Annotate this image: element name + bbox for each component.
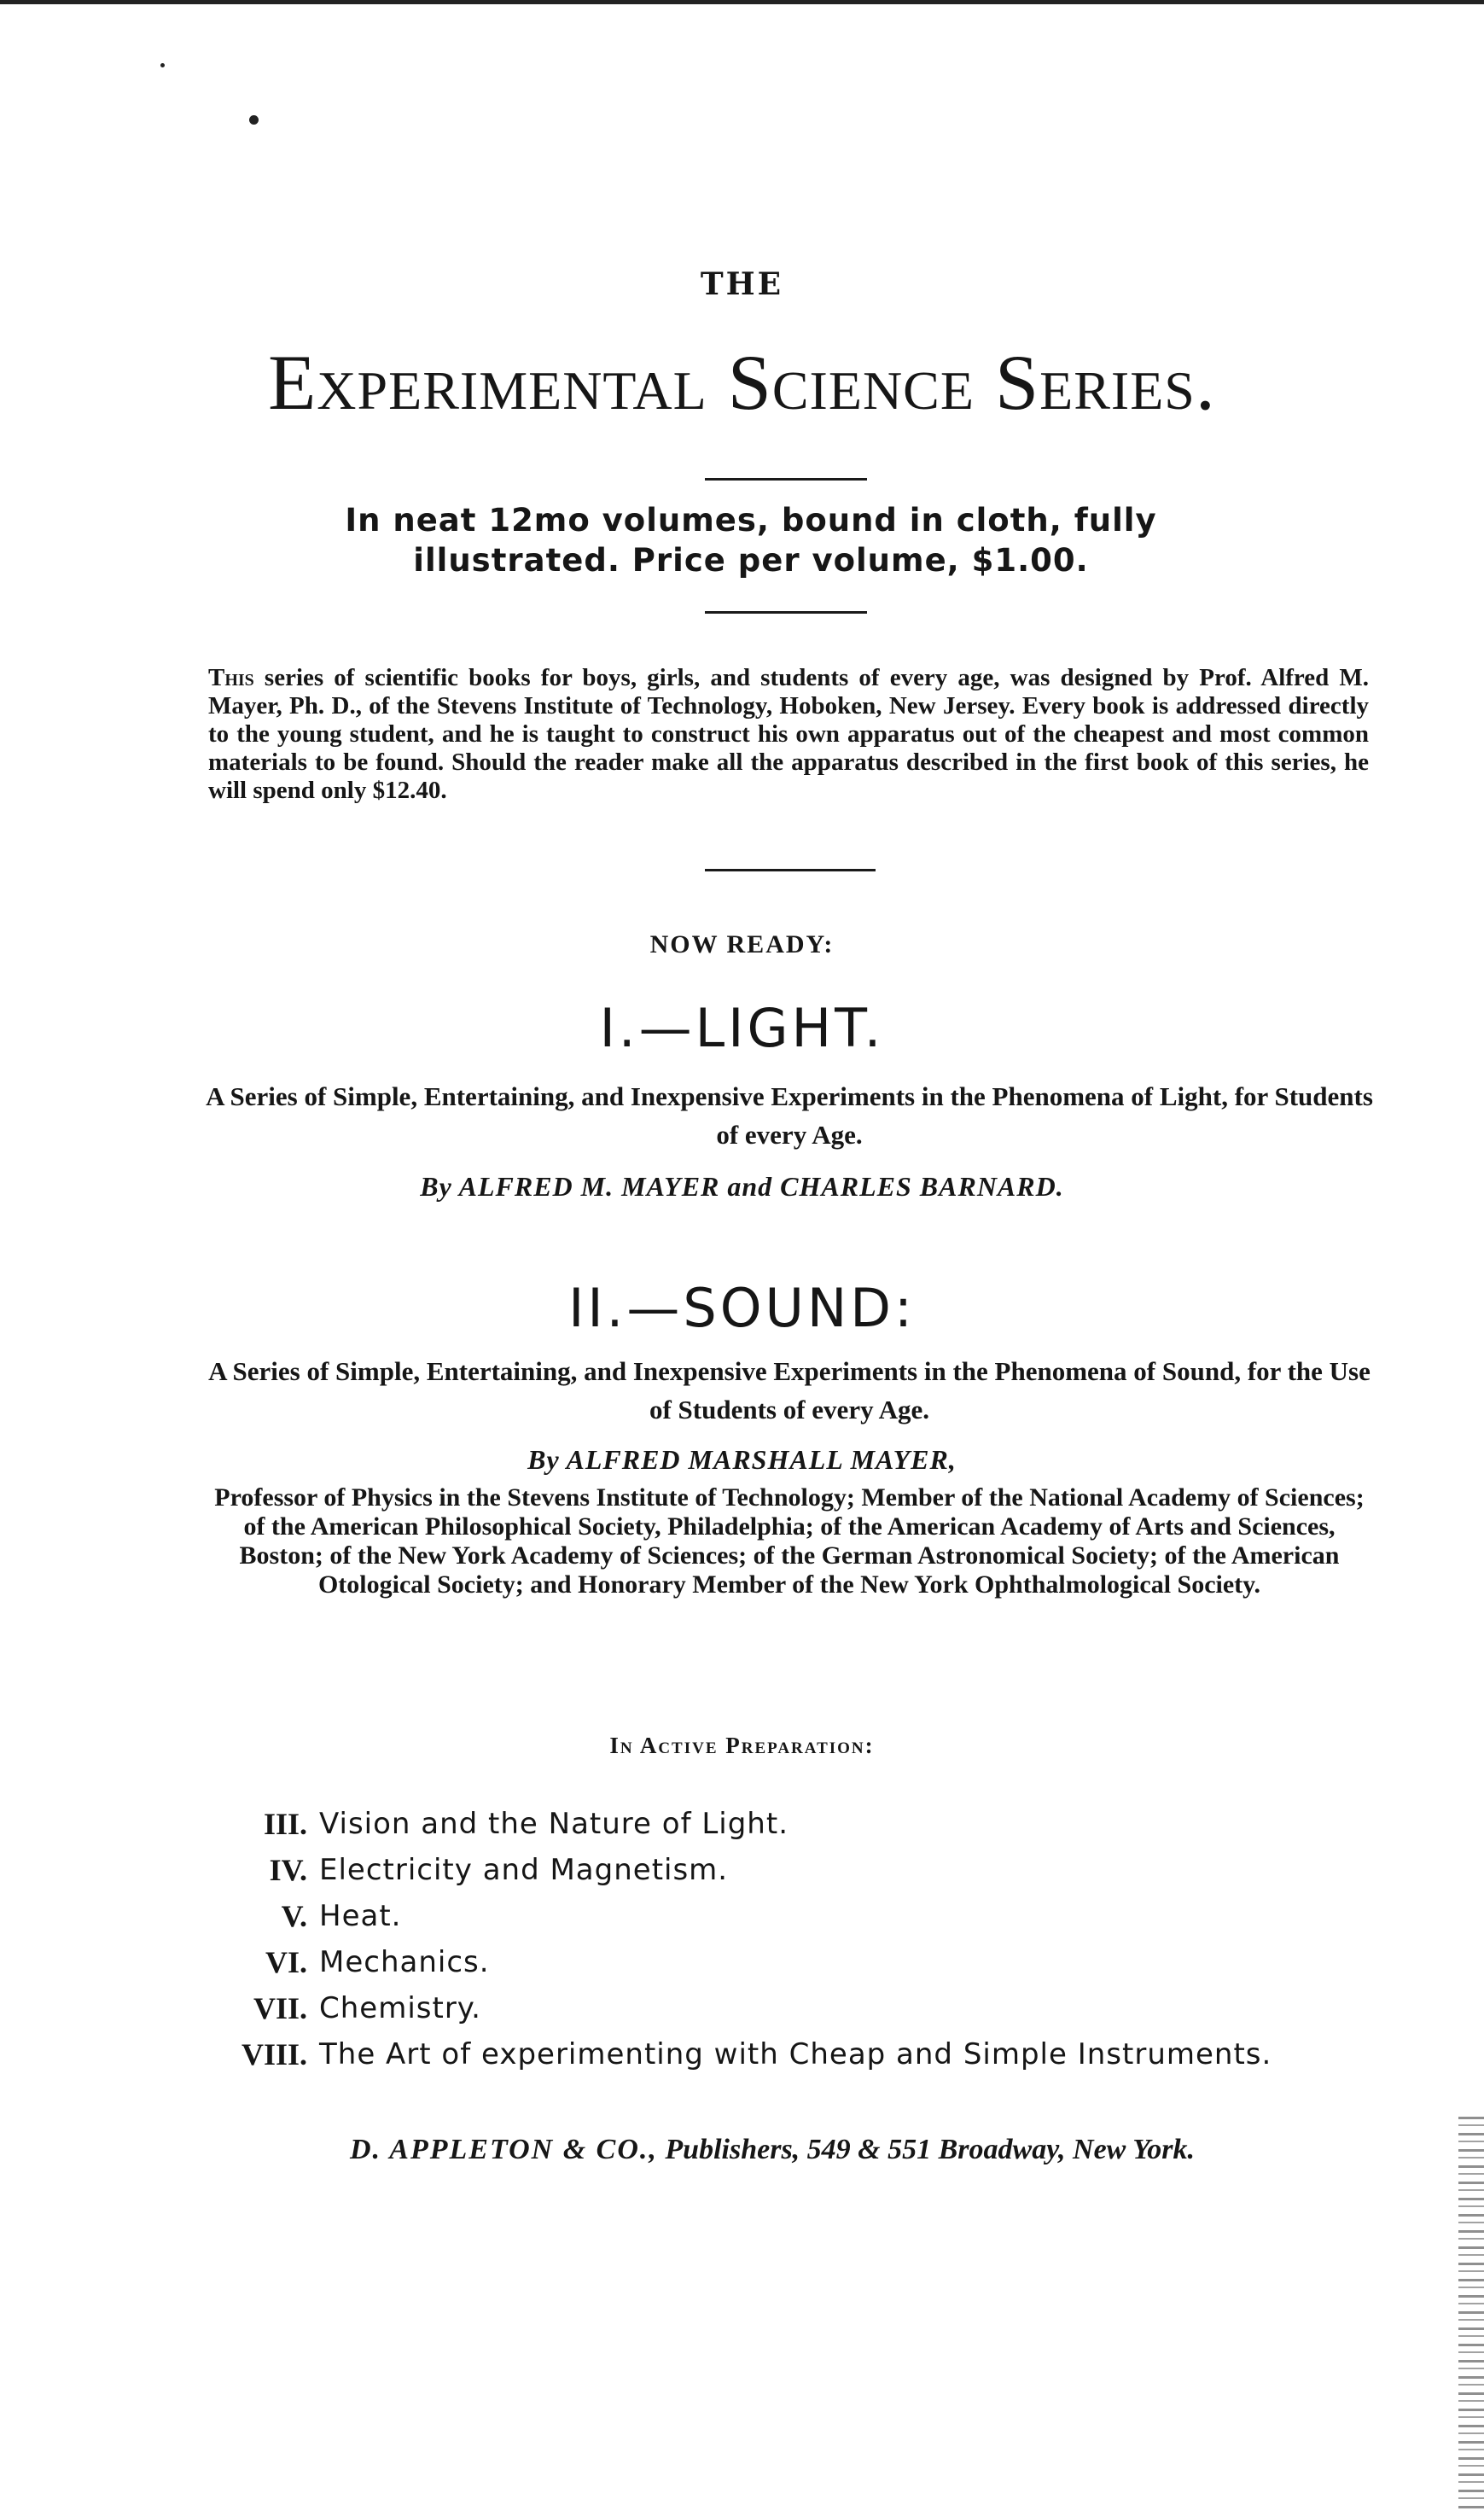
list-item <box>230 1985 1374 2031</box>
now-ready-heading: NOW READY: <box>649 930 835 958</box>
intro-first-word: This <box>208 664 254 691</box>
page-edge-scan-noise <box>1458 2117 1484 2511</box>
item-label: The Art of experimenting with Cheap and Simple Instruments. <box>319 2037 1272 2071</box>
list-item <box>230 1801 1374 1847</box>
ink-speck <box>249 115 259 125</box>
divider-rule <box>705 611 867 614</box>
item-label: Mechanics. <box>319 1945 490 1979</box>
divider-rule <box>705 869 876 871</box>
list-item <box>230 1847 1374 1893</box>
divider-rule <box>705 478 867 481</box>
publisher-imprint <box>350 2134 1374 2166</box>
item-number: V. <box>281 1899 307 1933</box>
list-item <box>230 1893 1374 1939</box>
in-preparation-heading: In Active Preparation: <box>609 1733 875 1758</box>
series-kicker: THE <box>700 266 784 302</box>
volume-byline-light: By ALFRED M. MAYER and CHARLES BARNARD. <box>420 1171 1064 1202</box>
item-label: Chemistry. <box>319 1991 481 2025</box>
series-introduction <box>208 664 1369 805</box>
publisher-role: Publishers, <box>665 2134 800 2165</box>
list-item <box>230 2031 1374 2077</box>
item-number: VI. <box>265 1945 307 1979</box>
item-label: Electricity and Magnetism. <box>319 1853 729 1887</box>
top-border-rule <box>0 0 1484 4</box>
volume-description-light: A Series of Simple, Entertaining, and Inexpensive Experiments in the Phenomena of Light, for Students of every Age. <box>206 1081 1373 1150</box>
publisher-name: D. APPLETON & CO., <box>350 2134 658 2165</box>
item-number: IV. <box>269 1853 307 1887</box>
volume-description-sound: A Series of Simple, Entertaining, and Inexpensive Experiments in the Phenomena of Sound, for the Use of Students of every Age. <box>208 1356 1371 1424</box>
item-number: VIII. <box>241 2037 307 2071</box>
item-label: Heat. <box>319 1899 402 1933</box>
author-credentials: Professor of Physics in the Stevens Institute of Technology; Member of the National Academy of Sciences; of the American Philosophical Society, Philadelphia; of the American Academy of Arts and Sciences, Boston; of the New York Academy of Sciences; of the German Astronomical Society; of the American Otological Society; and Honorary Member of the New York Ophthalmological Society. <box>214 1483 1365 1599</box>
list-item <box>230 1939 1374 1985</box>
ink-speck <box>160 63 165 67</box>
item-number: VII. <box>253 1991 307 2025</box>
volume-title-light: I.—LIGHT. <box>599 997 885 1059</box>
publisher-address: 549 & 551 Broadway, New York. <box>806 2134 1195 2165</box>
series-title: Experimental Science Series. <box>268 339 1216 426</box>
item-label: Vision and the Nature of Light. <box>319 1807 789 1841</box>
intro-text: series of scientific books for boys, girls, and students of every age, was designed by Prof. Alfred M. Mayer, Ph. D., of the Stevens Institute of Technology, Hoboken, New Jersey. Every book is addressed directly to the young student, and he is taught to construct his own apparatus out of the cheapest and most common materials to be found. Should the reader make all the apparatus described in the first book of this series, he will spend only $12.40. <box>208 664 1369 804</box>
volume-title-sound: II.—SOUND: <box>568 1277 916 1339</box>
volume-byline-sound: By ALFRED MARSHALL MAYER, <box>527 1444 957 1475</box>
preparation-list <box>230 1801 1374 2077</box>
item-number: III. <box>263 1807 307 1841</box>
binding-and-price: In neat 12mo volumes, bound in cloth, fully illustrated. Price per volume, $1.00. <box>345 502 1157 579</box>
